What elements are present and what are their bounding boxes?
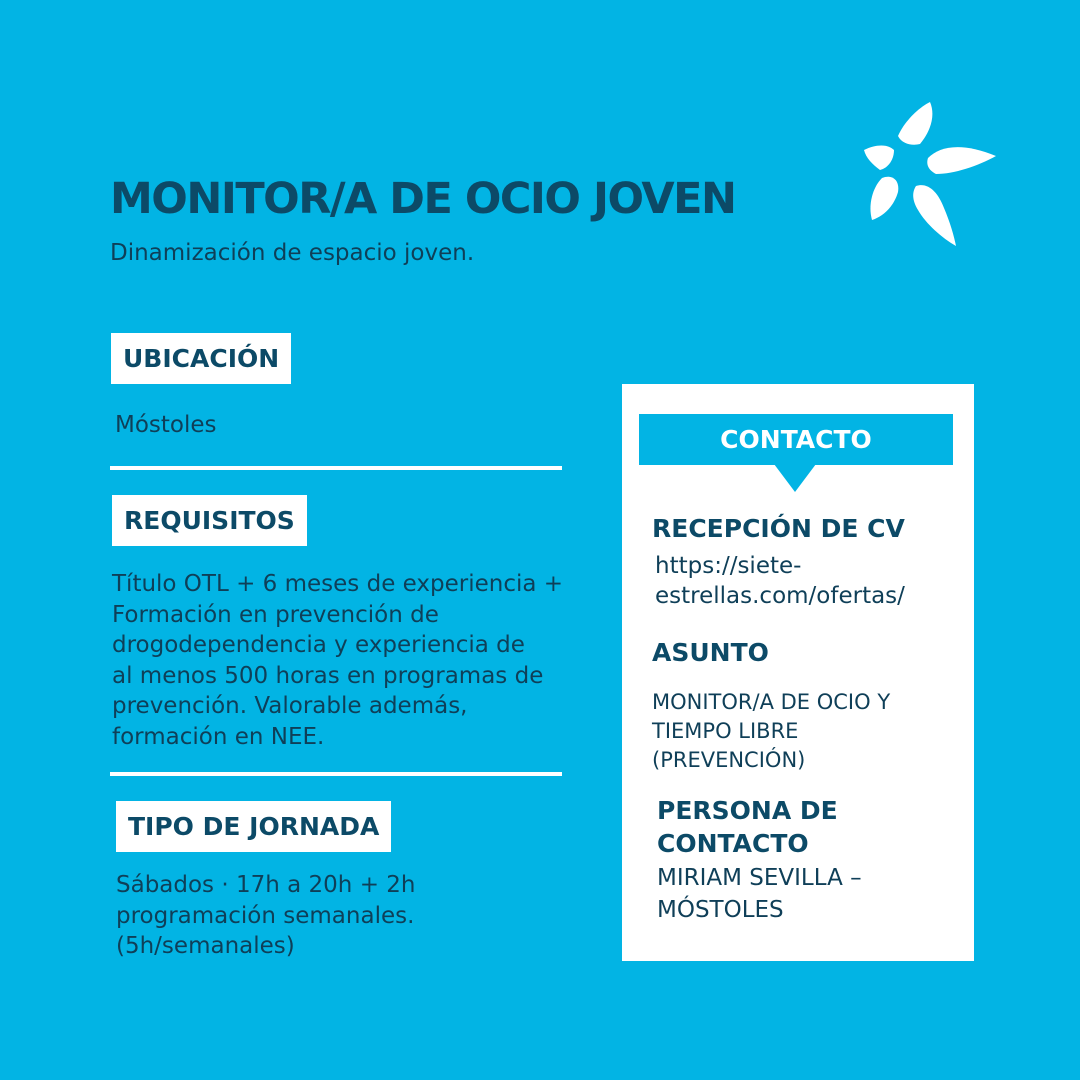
star-flower-icon: [858, 98, 1000, 248]
jornada-line: Sábados · 17h a 20h + 2h: [116, 872, 416, 898]
recepcion-cv-label: RECEPCIÓN DE CV: [652, 514, 905, 543]
ubicacion-label: UBICACIÓN: [111, 333, 291, 384]
contact-header: CONTACTO: [639, 414, 953, 465]
section-divider: [110, 772, 562, 776]
requisitos-line: Formación en prevención de: [112, 601, 439, 628]
link-line: estrellas.com/ofertas/: [655, 583, 905, 609]
persona-line: MÓSTOLES: [657, 897, 784, 923]
requisitos-line: formación en NEE.: [112, 723, 325, 750]
requisitos-line: prevención. Valorable además,: [112, 693, 468, 719]
jornada-label: TIPO DE JORNADA: [116, 801, 391, 852]
persona-label-line: PERSONA DE: [657, 796, 838, 825]
requisitos-text: [112, 569, 563, 752]
asunto-line: TIEMPO LIBRE: [652, 719, 799, 743]
jornada-text: [116, 870, 415, 962]
page-subtitle: Dinamización de espacio joven.: [110, 240, 475, 266]
contact-card: [622, 384, 974, 961]
contact-header-arrow: [774, 464, 816, 492]
page-title: MONITOR/A DE OCIO JOVEN: [110, 174, 736, 224]
asunto-line: (PREVENCIÓN): [652, 748, 806, 772]
ubicacion-value: Móstoles: [115, 412, 217, 438]
jornada-line: (5h/semanales): [116, 933, 295, 959]
persona-label-line: CONTACTO: [657, 829, 809, 858]
section-divider: [110, 466, 562, 470]
requisitos-line: Título OTL + 6 meses de experiencia +: [112, 571, 564, 597]
requisitos-label: REQUISITOS: [112, 495, 307, 546]
link-line: https://siete-: [655, 553, 802, 579]
persona-contacto-value: [657, 862, 862, 926]
requisitos-line: al menos 500 horas en programas de: [112, 662, 544, 689]
asunto-label: ASUNTO: [652, 638, 769, 667]
persona-line: MIRIAM SEVILLA –: [657, 865, 862, 891]
recepcion-cv-link[interactable]: [655, 551, 905, 611]
asunto-line: MONITOR/A DE OCIO Y: [652, 690, 891, 714]
requisitos-line: drogodependencia y experiencia de: [112, 632, 525, 658]
jornada-line: programación semanales.: [116, 902, 415, 929]
persona-contacto-label: [657, 794, 838, 860]
asunto-text: [652, 688, 890, 775]
